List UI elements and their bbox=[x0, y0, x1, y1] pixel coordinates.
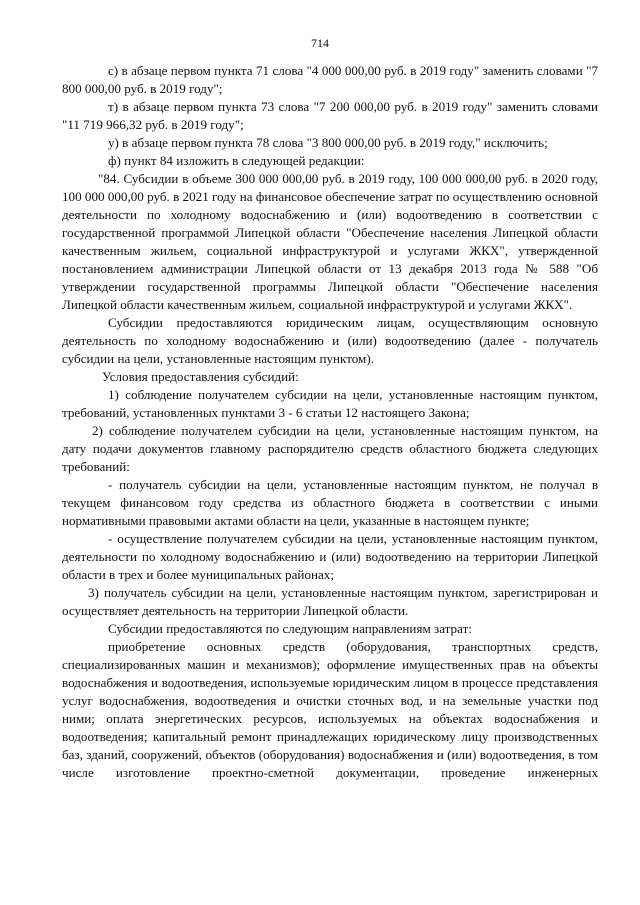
paragraph: Субсидии предоставляются юридическим лицам, осуществляющим основную деятельность по холодному водоснабжению и (или) водоотведению (далее - получатель субсидии на цели, установленные настоящим пунктом). bbox=[62, 315, 598, 366]
document-body bbox=[62, 62, 598, 782]
paragraph: ф) пункт 84 изложить в следующей редакции: bbox=[108, 153, 365, 168]
page-number: 714 bbox=[311, 36, 329, 50]
paragraph: Условия предоставления субсидий: bbox=[102, 369, 299, 384]
paragraph: 1) соблюдение получателем субсидии на цели, установленные настоящим пунктом, требований, установленных пунктами 3 - 6 статьи 12 настоящего Закона; bbox=[62, 387, 598, 420]
paragraph: - осуществление получателем субсидии на цели, установленные настоящим пунктом, деятельности по холодному водоснабжению и (или) водоотведению на территории Липецкой области в трех и более муниципальных районах; bbox=[62, 531, 598, 582]
paragraph: у) в абзаце первом пункта 78 слова "3 800 000,00 руб. в 2019 году," исключить; bbox=[108, 135, 548, 150]
paragraph: 2) соблюдение получателем субсидии на цели, установленные настоящим пунктом, на дату подачи документов главному распорядителю средств областного бюджета следующих требований: bbox=[62, 423, 598, 474]
paragraph: 3) получатель субсидии на цели, установленные настоящим пунктом, зарегистрирован и осуществляет деятельность на территории Липецкой области. bbox=[62, 585, 598, 618]
paragraph: с) в абзаце первом пункта 71 слова "4 000 000,00 руб. в 2019 году" заменить словами "7 800 000,00 руб. в 2019 году"; bbox=[62, 63, 598, 96]
paragraph: Субсидии предоставляются по следующим направлениям затрат: bbox=[108, 621, 472, 636]
paragraph: приобретение основных средств (оборудования, транспортных средств, специализированных машин и механизмов); оформление имущественных прав на объекты водоснабжения и водоотведения, используемые юридическим лицом в процессе представления услуг водоснабжения, водоотведения и очистки сточных вод, и на земельные участки под ними; оплата энергетических ресурсов, используемых на объектах водоснабжения и водоотведения; капитальный ремонт принадлежащих юридическому лицу производственных баз, зданий, сооружений, объектов (оборудования) водоснабжения и (или) водоотведения, в том числе изготовление проектно-сметной документации, проведение инженерных bbox=[62, 639, 598, 780]
paragraph: "84. Субсидии в объеме 300 000 000,00 руб. в 2019 году, 100 000 000,00 руб. в 2020 году, 100 000 000,00 руб. в 2021 году на финансовое обеспечение затрат по осуществлению основной деятельности по холодному водоснабжению и (или) водоотведению в соответствии с государственной программой Липецкой области "Обеспечение населения Липецкой области качественным жильем, социальной инфраструктурой и услугами ЖКХ", утвержденной постановлением администрации Липецкой области от 13 декабря 2013 года № 588 "Об утверждении государственной программы Липецкой области "Обеспечение населения Липецкой области качественным жильем, социальной инфраструктурой и услугами ЖКХ". bbox=[62, 171, 598, 312]
paragraph: т) в абзаце первом пункта 73 слова "7 200 000,00 руб. в 2019 году" заменить словами "11 719 966,32 руб. в 2019 году"; bbox=[62, 99, 598, 132]
paragraph: - получатель субсидии на цели, установленные настоящим пунктом, не получал в текущем финансовом году средства из областного бюджета в соответствии с иными нормативными правовыми актами области на цели, указанные в настоящем пункте; bbox=[62, 477, 598, 528]
